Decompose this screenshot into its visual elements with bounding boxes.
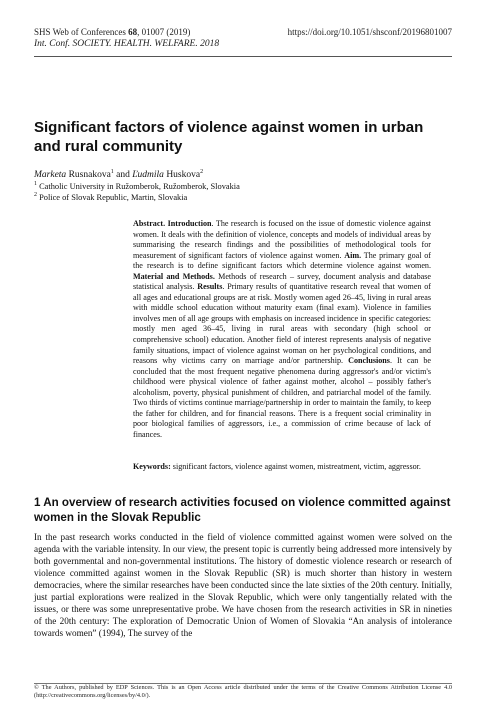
abstract xyxy=(133,219,431,440)
section-1-body: In the past research works conducted in the field of violence committed against women were solved on the agenda with the variable intensity. In our view, the present topic is currently being addressed more intensively by both governmental and non-governmental institutions. The history of domestic violence research or research of violence committed against women in the Slovak Republic (SR) is much shorter than history in western democracies, where the similar researches have been conducted since the late sixties of the 20th century. Initially, just partial explorations were realized in the Slovak Republic, which were only tangentially related with the issues, or there was some unrepresentative probe. We have chosen from the research activities in SR in nineties of the 20th century: The exploration of Democratic Union of Women of Slovakia “An analysis of intolerance towards women” (1994), The survey of the xyxy=(34,532,452,639)
affiliation-text: Catholic University in Ružomberok, Ružomberok, Slovakia xyxy=(37,182,240,191)
license-footer: © The Authors, published by EDP Sciences. This is an Open Access article distributed under the terms of the Creative Commons Attribution License 4.0 (http://creativecommons.org/licenses/by/4.0/). xyxy=(34,684,452,700)
abstract-methods-label: Material and Methods. xyxy=(133,271,215,281)
author-2-first-name: Ľudmila xyxy=(132,170,164,180)
section-1-heading: 1 An overview of research activities focused on violence committed against women in the Slovak Republic xyxy=(34,496,451,524)
author-2-last-name: Huskova xyxy=(163,170,201,180)
running-header xyxy=(34,27,452,51)
header-divider xyxy=(34,56,452,57)
journal-name: SHS Web of Conferences xyxy=(34,27,129,37)
abstract-aim-label: Aim. xyxy=(344,250,362,260)
abstract-conclusions-label: Conclusions xyxy=(348,356,390,366)
article-number-year: , 01007 (2019) xyxy=(137,27,191,37)
author-1-last-name: Rusnakova xyxy=(66,170,111,180)
journal-citation xyxy=(34,27,190,38)
abstract-methods-text: Methods of research – survey, document analysis and database statistical analysis. xyxy=(133,271,431,292)
keywords-label: Keywords: xyxy=(133,462,171,471)
author-1-first-name: Marketa xyxy=(34,170,67,180)
abstract-results-text: . Primary results of quantitative research reveal that women of all ages and educational groups are at risk. Mostly women aged 26–45, living in rural areas with middle school education without maturity exam (final exam). Violence in families involves men of all age groups with emphasis on increased incidence in specific categories: mostly men aged 36–45, living in rural areas with secondary (high school or comprehensive school) education. Another field of interest represents analysis of negative family situations, impact of violence against woman on her psychological conditions, and reasons why victims carry on marriage and/or partnership. xyxy=(133,282,431,366)
doi-link[interactable]: https://doi.org/10.1051/shsconf/20196801007 xyxy=(287,27,452,37)
affiliation-item xyxy=(34,193,240,204)
header-top-row xyxy=(34,27,452,38)
abstract-intro-label: Introduction xyxy=(167,219,212,228)
affiliation-number: 1 xyxy=(34,181,37,188)
affiliation-item xyxy=(34,182,240,193)
author-list xyxy=(34,169,203,181)
author-1-affiliation-mark: 1 xyxy=(110,168,114,175)
keywords-text: significant factors, violence against women, mistreatment, victim, aggressor. xyxy=(170,462,421,471)
keywords xyxy=(133,462,431,473)
abstract-results-label: Results xyxy=(197,282,223,292)
conference-name: Int. Conf. SOCIETY. HEALTH. WELFARE. 2018 xyxy=(34,39,220,49)
affiliation-text: Police of Slovak Republic, Martin, Slovakia xyxy=(37,192,188,202)
abstract-conclusions-text: . It can be concluded that the most frequent negative phenomena during aggressor's and/or victim's childhood were physical violence of father against mother, alcohol – possibly father's alcoholism, poverty, physical punishment of children, and patriarchal model of the family. Two thirds of victims continue marriage/partnership in order to maintain the family, to keep the father for children, and for financial reasons. There is a frequent social criminality in poor biological families of aggressors, i.e., a commission of crime because of lack of finances. xyxy=(133,356,431,439)
affiliation-number: 2 xyxy=(34,191,37,198)
paper-title: Significant factors of violence against women in urban and rural community xyxy=(34,119,424,155)
abstract-intro-text: . The research is focused on the issue of domestic violence against women. It deals with the definition of violence, concepts and models of individual areas by summarising the research findings and the possibilities of methodological tools for measurement of significant factors of violence against women. xyxy=(133,219,431,260)
author-conjunction: and xyxy=(113,170,133,180)
affiliation-list xyxy=(34,182,240,203)
author-2-affiliation-mark: 2 xyxy=(200,168,204,175)
journal-volume: 68 xyxy=(128,27,138,37)
abstract-aim-text: The primary goal of the research is to define significant factors which determine violence against women. xyxy=(133,250,431,271)
abstract-label: Abstract. xyxy=(133,219,166,228)
